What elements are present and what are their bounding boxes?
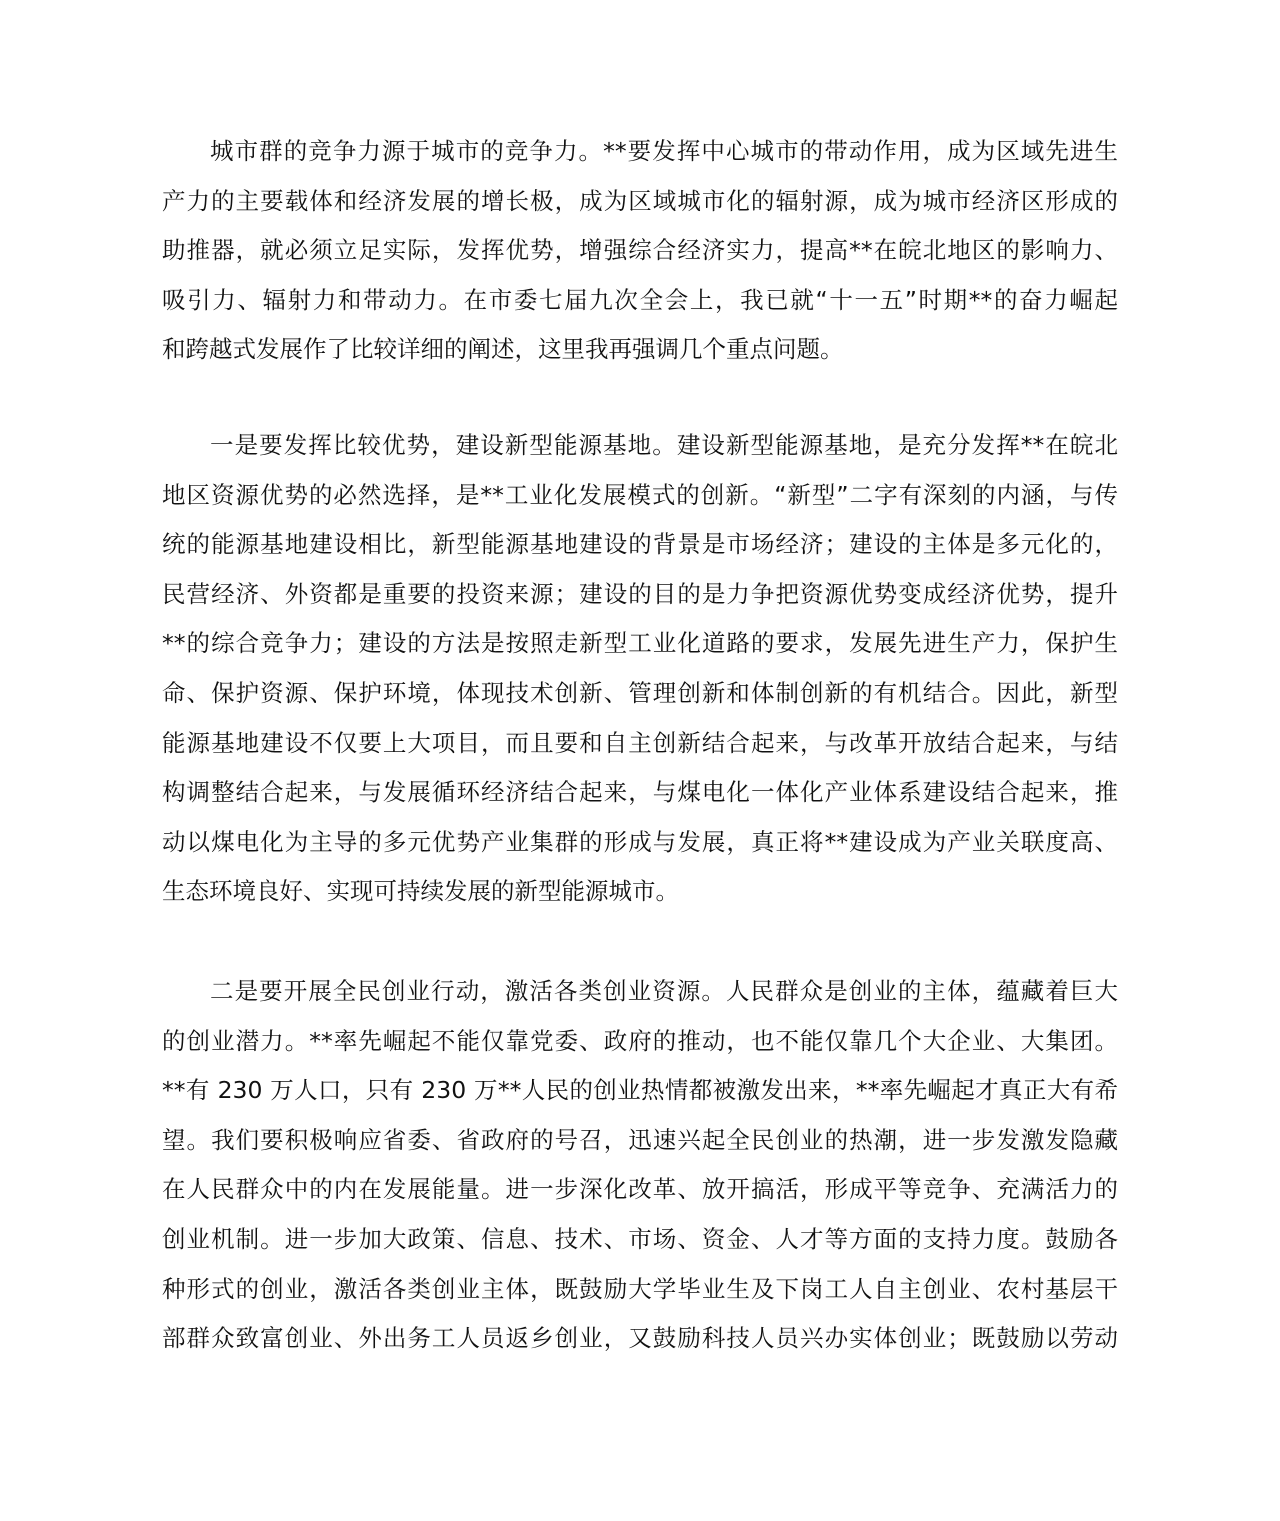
text-line: **有 230 万人口，只有 230 万**人民的创业热情都被激发出来，**率先崛起才真正大有希 [162,1076,1118,1105]
text-line: 种形式的创业，激活各类创业主体，既鼓励大学毕业生及下岗工人自主创业、农村基层干 [162,1274,1118,1303]
text-line: 一是要发挥比较优势，建设新型能源基地。建设新型能源基地，是充分发挥**在皖北 [210,431,1118,459]
text-line: 创业机制。进一步加大政策、信息、技术、市场、资金、人才等方面的支持力度。鼓励各 [162,1224,1118,1253]
text-line: 部群众致富创业、外出务工人员返乡创业，又鼓励科技人员兴办实体创业；既鼓励以劳动 [162,1324,1118,1353]
text-line: 能源基地建设不仅要上大项目，而且要和自主创新结合起来，与改革开放结合起来，与结 [162,728,1118,757]
text-line: 助推器，就必须立足实际，发挥优势，增强综合经济实力，提高**在皖北地区的影响力、 [162,236,1118,265]
text-line: **的综合竞争力；建设的方法是按照走新型工业化道路的要求，发展先进生产力，保护生 [162,629,1118,658]
paragraph-energy-base [162,421,1118,917]
text-line: 望。我们要积极响应省委、省政府的号召，迅速兴起全民创业的热潮，进一步发激发隐藏 [162,1125,1118,1154]
text-line: 地区资源优势的必然选择，是**工业化发展模式的创新。“新型”二字有深刻的内涵，与传 [162,480,1118,509]
text-line: 产力的主要载体和经济发展的增长极，成为区域城市化的辐射源，成为城市经济区形成的 [162,186,1118,215]
text-line: 民营经济、外资都是重要的投资来源；建设的目的是力争把资源优势变成经济优势，提升 [162,579,1118,608]
text-line: 命、保护资源、保护环境，体现技术创新、管理创新和体制创新的有机结合。因此，新型 [162,678,1118,707]
text-line: 动以煤电化为主导的多元优势产业集群的形成与发展，真正将**建设成为产业关联度高、 [162,827,1118,856]
text-line: 统的能源基地建设相比，新型能源基地建设的背景是市场经济；建设的主体是多元化的， [162,530,1118,559]
text-line: 生态环境良好、实现可持续发展的新型能源城市。 [162,877,679,906]
text-line: 和跨越式发展作了比较详细的阐述，这里我再强调几个重点问题。 [162,335,844,364]
paragraph-urban-competitiveness [162,127,1118,375]
text-line: 二是要开展全民创业行动，激活各类创业资源。人民群众是创业的主体，蕴藏着巨大 [210,977,1118,1005]
text-line: 的创业潜力。**率先崛起不能仅靠党委、政府的推动，也不能仅靠几个大企业、大集团。 [162,1026,1118,1055]
text-line: 城市群的竞争力源于城市的竞争力。**要发挥中心城市的带动作用，成为区域先进生 [210,137,1118,165]
text-line: 吸引力、辐射力和带动力。在市委七届九次全会上，我已就“十一五”时期**的奋力崛起 [162,285,1118,314]
text-line: 在人民群众中的内在发展能量。进一步深化改革、放开搞活，形成平等竞争、充满活力的 [162,1175,1118,1204]
text-line: 构调整结合起来，与发展循环经济结合起来，与煤电化一体化产业体系建设结合起来，推 [162,778,1118,807]
paragraph-entrepreneurship [162,967,1118,1364]
